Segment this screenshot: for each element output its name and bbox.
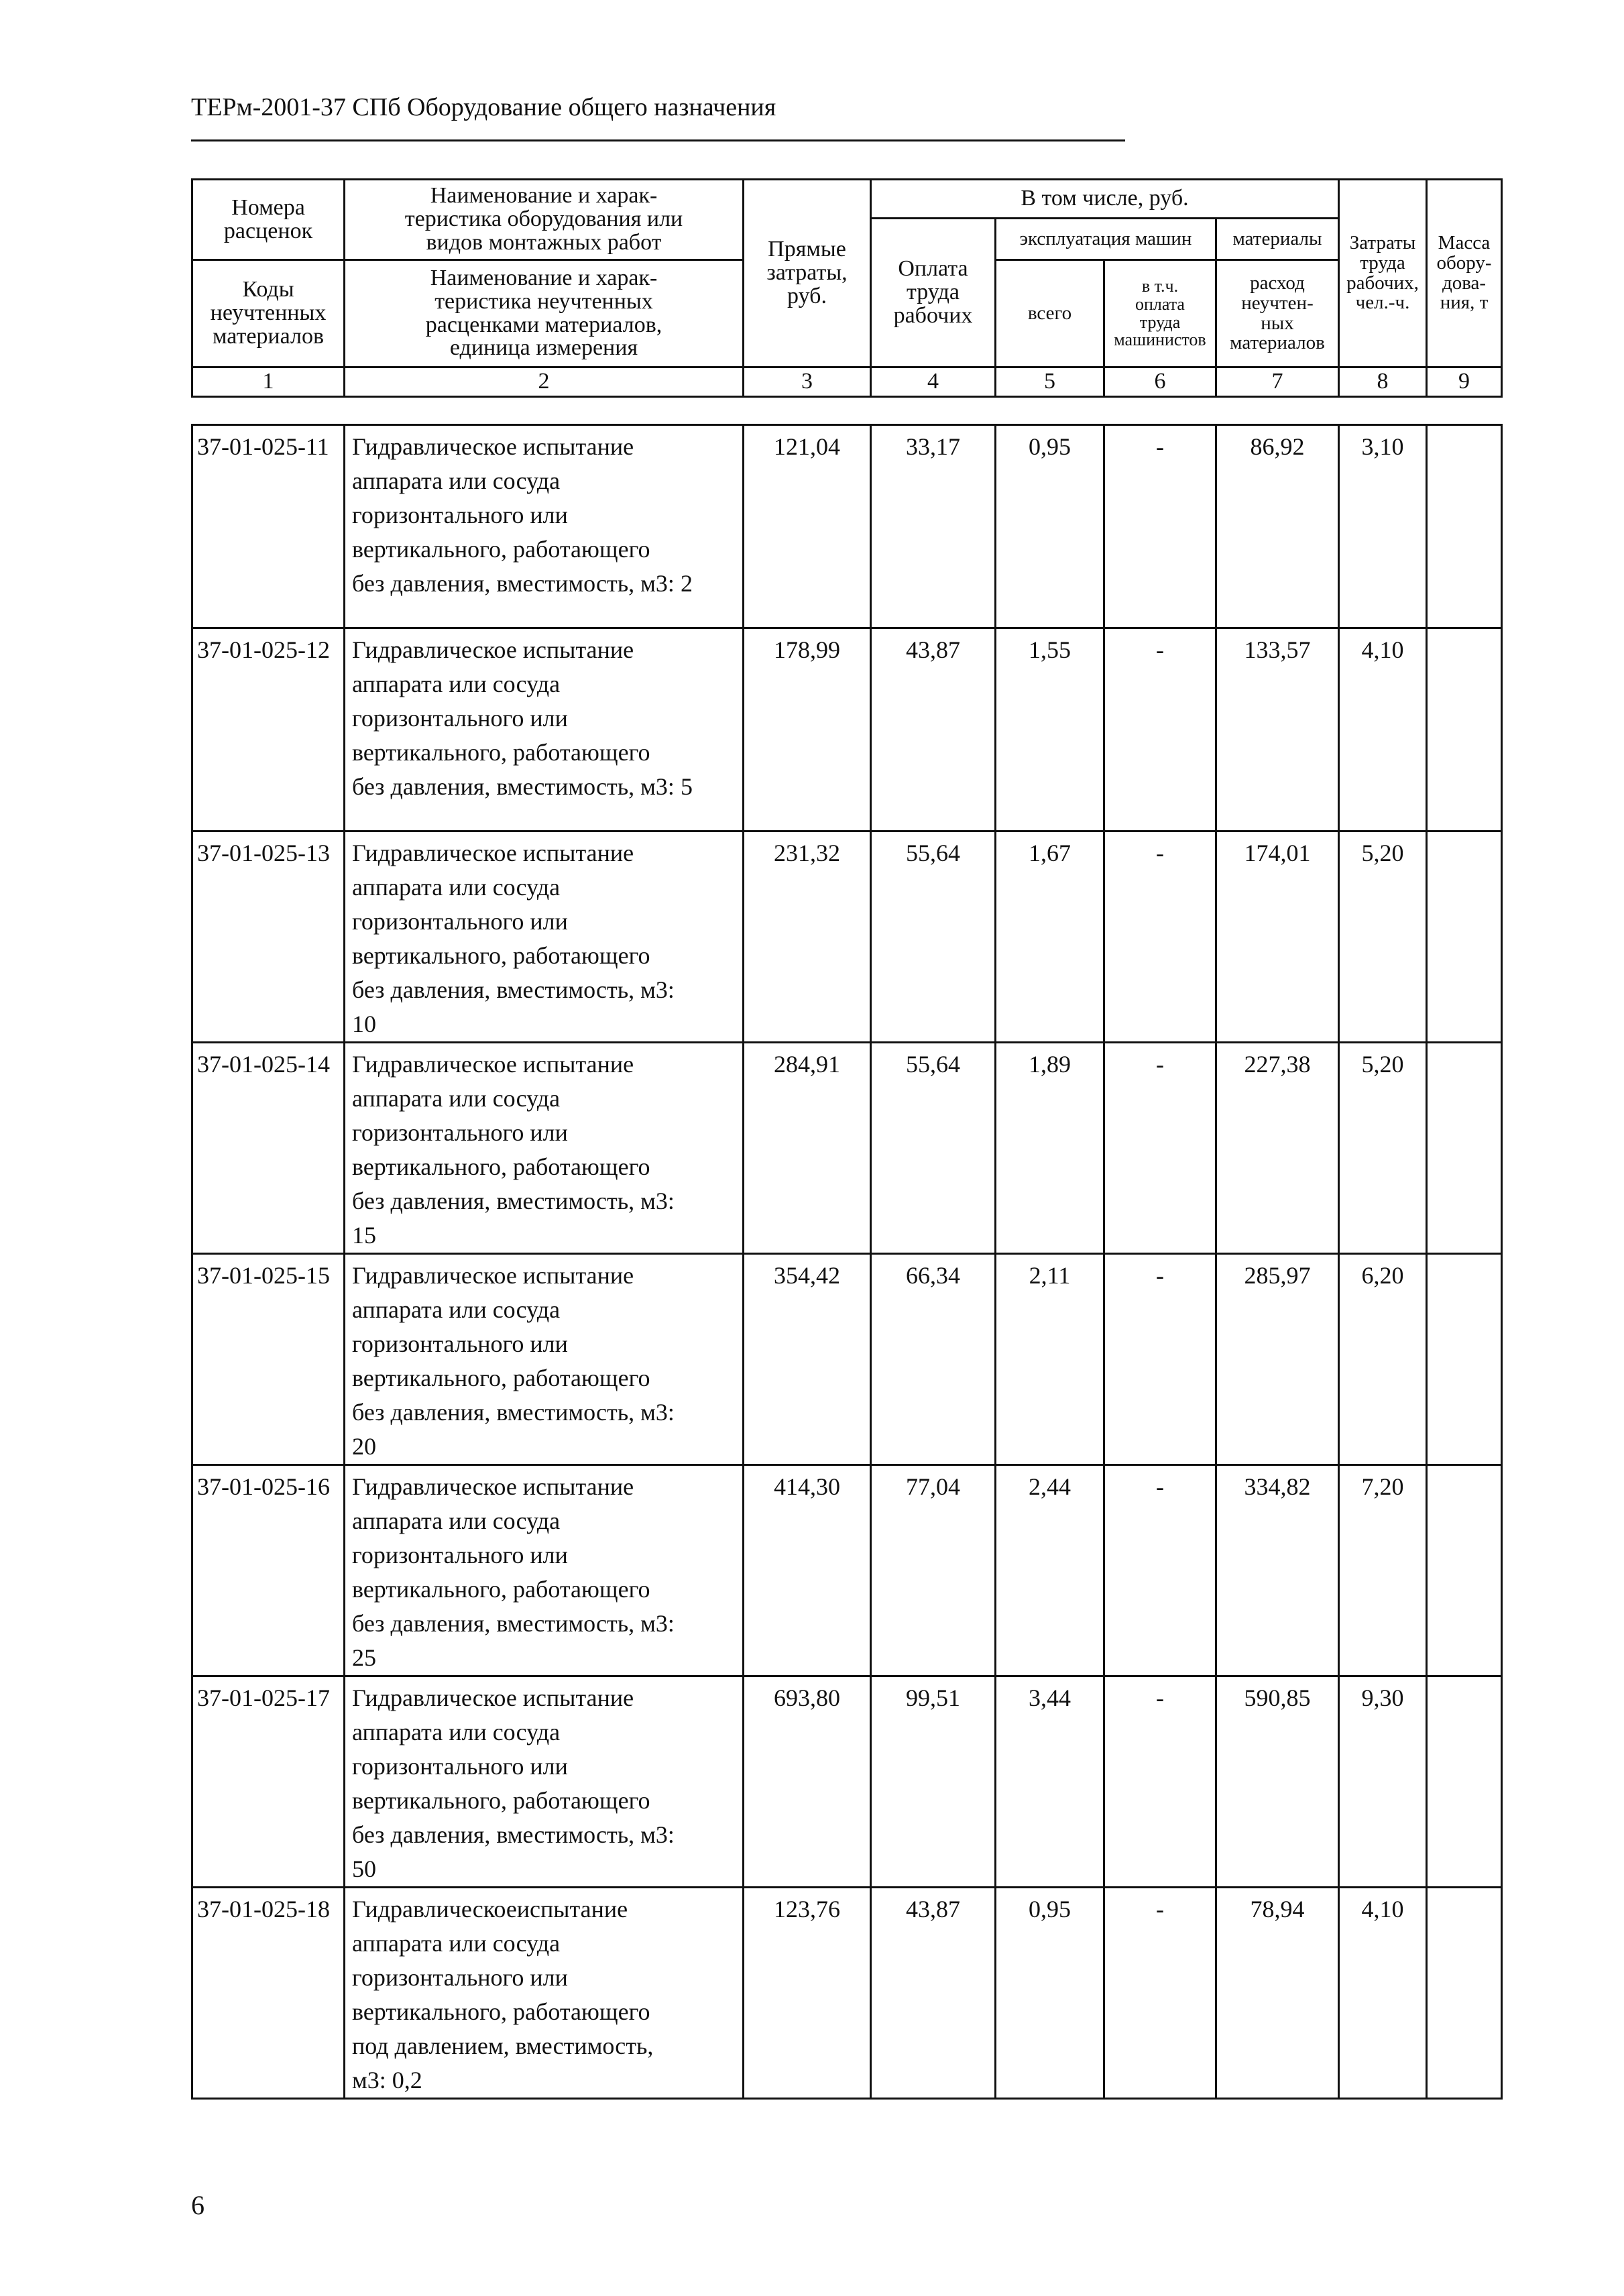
work-description-line: без давления, вместимость, м3:: [352, 976, 675, 1003]
page-number: 6: [191, 2190, 205, 2220]
work-description-line: Гидравлическое испытание: [352, 1051, 634, 1078]
equipment-mass: [1427, 425, 1502, 628]
work-description-line: аппарата или сосуда: [352, 1085, 561, 1112]
materials-consumption: 78,94: [1216, 1888, 1339, 2099]
machines-total: 2,44: [996, 1465, 1104, 1676]
worker-wages: 55,64: [871, 1043, 996, 1254]
header-direct-costs: Прямые затраты, руб.: [744, 180, 871, 367]
rates-table: [191, 424, 1503, 2100]
rate-code: 37-01-025-13: [192, 831, 345, 1043]
table-row: [192, 831, 1502, 1043]
work-description-line: без давления, вместимость, м3: 2: [352, 570, 693, 597]
materials-consumption: 86,92: [1216, 425, 1339, 628]
operator-wages: -: [1104, 1254, 1216, 1465]
materials-consumption: 133,57: [1216, 628, 1339, 831]
column-number: 7: [1216, 367, 1339, 397]
labor-costs: 5,20: [1339, 1043, 1427, 1254]
labor-costs: 4,10: [1339, 1888, 1427, 2099]
direct-costs: 123,76: [744, 1888, 871, 2099]
work-description-line: 50: [352, 1855, 376, 1882]
header-work-name: Наименование и харак- теристика оборудования или видов монтажных работ: [345, 180, 744, 260]
materials-consumption: 174,01: [1216, 831, 1339, 1043]
worker-wages: 43,87: [871, 628, 996, 831]
work-description: [345, 1465, 744, 1676]
table-row: [192, 1254, 1502, 1465]
work-description: [345, 831, 744, 1043]
direct-costs: 121,04: [744, 425, 871, 628]
machines-total: 2,11: [996, 1254, 1104, 1465]
operator-wages: -: [1104, 425, 1216, 628]
work-description-line: горизонтального или: [352, 908, 568, 935]
work-description-line: горизонтального или: [352, 502, 568, 528]
work-description-line: горизонтального или: [352, 1330, 568, 1357]
work-description-line: Гидравлическое испытание: [352, 1684, 634, 1711]
work-description-line: аппарата или сосуда: [352, 1930, 561, 1957]
work-description-line: горизонтального или: [352, 1753, 568, 1780]
worker-wages: 77,04: [871, 1465, 996, 1676]
header-rate-numbers: Номера расценок: [192, 180, 345, 260]
work-description: [345, 628, 744, 831]
machines-total: 0,95: [996, 425, 1104, 628]
work-description-line: вертикального, работающего: [352, 1153, 650, 1180]
work-description-line: 25: [352, 1644, 376, 1671]
machines-total: 0,95: [996, 1888, 1104, 2099]
equipment-mass: [1427, 1888, 1502, 2099]
header-worker-wages: Оплата труда рабочих: [871, 219, 996, 367]
header-including: В том числе, руб.: [871, 180, 1339, 219]
table-header: [191, 178, 1503, 398]
header-material-consumption: расход неучтен- ных материалов: [1216, 260, 1339, 367]
work-description: [345, 1254, 744, 1465]
work-description-line: без давления, вместимость, м3:: [352, 1399, 675, 1426]
materials-consumption: 590,85: [1216, 1676, 1339, 1888]
work-description-line: горизонтального или: [352, 1119, 568, 1146]
equipment-mass: [1427, 1043, 1502, 1254]
operator-wages: -: [1104, 1888, 1216, 2099]
table-row: [192, 1465, 1502, 1676]
materials-consumption: 285,97: [1216, 1254, 1339, 1465]
header-rule: [191, 139, 1125, 141]
column-number: 4: [871, 367, 996, 397]
table-row: [192, 1043, 1502, 1254]
work-description-line: аппарата или сосуда: [352, 1719, 561, 1745]
worker-wages: 33,17: [871, 425, 996, 628]
work-description-line: без давления, вместимость, м3:: [352, 1610, 675, 1637]
direct-costs: 231,32: [744, 831, 871, 1043]
work-description-line: горизонтального или: [352, 1964, 568, 1991]
machines-total: 1,89: [996, 1043, 1104, 1254]
labor-costs: 3,10: [1339, 425, 1427, 628]
column-number: 6: [1104, 367, 1216, 397]
direct-costs: 284,91: [744, 1043, 871, 1254]
work-description-line: Гидравлическое испытание: [352, 1262, 634, 1289]
column-number: 1: [192, 367, 345, 397]
work-description-line: Гидравлическое испытание: [352, 840, 634, 866]
work-description: [345, 425, 744, 628]
table-row: [192, 628, 1502, 831]
header-machine-operation: эксплуатация машин: [996, 219, 1216, 260]
header-labor-costs: Затраты труда рабочих, чел.-ч.: [1339, 180, 1427, 367]
column-number: 8: [1339, 367, 1427, 397]
work-description-line: вертикального, работающего: [352, 1365, 650, 1391]
header-machines-total: всего: [996, 260, 1104, 367]
direct-costs: 693,80: [744, 1676, 871, 1888]
rate-code: 37-01-025-18: [192, 1888, 345, 2099]
materials-consumption: 334,82: [1216, 1465, 1339, 1676]
work-description-line: 10: [352, 1011, 376, 1037]
work-description-line: аппарата или сосуда: [352, 1296, 561, 1323]
operator-wages: -: [1104, 1043, 1216, 1254]
work-description-line: вертикального, работающего: [352, 739, 650, 766]
work-description-line: под давлением, вместимость,: [352, 2032, 654, 2059]
worker-wages: 66,34: [871, 1254, 996, 1465]
work-description-line: 15: [352, 1222, 376, 1249]
rate-code: 37-01-025-16: [192, 1465, 345, 1676]
worker-wages: 55,64: [871, 831, 996, 1043]
work-description-line: вертикального, работающего: [352, 1576, 650, 1603]
work-description-line: горизонтального или: [352, 705, 568, 732]
header-materials: материалы: [1216, 219, 1339, 260]
work-description: [345, 1043, 744, 1254]
work-description-line: Гидравлическоеиспытание: [352, 1896, 628, 1922]
running-header: ТЕРм-2001-37 СПб Оборудование общего назначения: [191, 93, 776, 121]
work-description-line: Гидравлическое испытание: [352, 1473, 634, 1500]
column-number: 9: [1427, 367, 1502, 397]
column-number: 5: [996, 367, 1104, 397]
rate-code: 37-01-025-12: [192, 628, 345, 831]
direct-costs: 178,99: [744, 628, 871, 831]
operator-wages: -: [1104, 1465, 1216, 1676]
table-row: [192, 1676, 1502, 1888]
work-description-line: аппарата или сосуда: [352, 874, 561, 901]
materials-consumption: 227,38: [1216, 1043, 1339, 1254]
equipment-mass: [1427, 831, 1502, 1043]
work-description-line: Гидравлическое испытание: [352, 433, 634, 460]
work-description-line: м3: 0,2: [352, 2067, 422, 2093]
machines-total: 1,55: [996, 628, 1104, 831]
operator-wages: -: [1104, 628, 1216, 831]
work-description-line: Гидравлическое испытание: [352, 636, 634, 663]
equipment-mass: [1427, 1465, 1502, 1676]
table-row: [192, 425, 1502, 628]
labor-costs: 6,20: [1339, 1254, 1427, 1465]
direct-costs: 414,30: [744, 1465, 871, 1676]
rate-code: 37-01-025-11: [192, 425, 345, 628]
equipment-mass: [1427, 628, 1502, 831]
rate-code: 37-01-025-15: [192, 1254, 345, 1465]
work-description-line: вертикального, работающего: [352, 942, 650, 969]
work-description-line: вертикального, работающего: [352, 1998, 650, 2025]
labor-costs: 9,30: [1339, 1676, 1427, 1888]
work-description: [345, 1676, 744, 1888]
rate-code: 37-01-025-17: [192, 1676, 345, 1888]
work-description-line: горизонтального или: [352, 1542, 568, 1568]
header-material-name: Наименование и харак- теристика неучтенных расценками материалов, единица измерения: [345, 260, 744, 367]
work-description-line: без давления, вместимость, м3:: [352, 1188, 675, 1214]
worker-wages: 99,51: [871, 1676, 996, 1888]
header-operator-wages: в т.ч. оплата труда машинистов: [1104, 260, 1216, 367]
header-equipment-mass: Масса обору- дова- ния, т: [1427, 180, 1502, 367]
rate-code: 37-01-025-14: [192, 1043, 345, 1254]
work-description-line: без давления, вместимость, м3: 5: [352, 773, 693, 800]
header-material-codes: Коды неучтенных материалов: [192, 260, 345, 367]
column-number-row: [192, 367, 1502, 397]
work-description-line: без давления, вместимость, м3:: [352, 1821, 675, 1848]
table-row: [192, 1888, 1502, 2099]
operator-wages: -: [1104, 831, 1216, 1043]
work-description: [345, 1888, 744, 2099]
work-description-line: 20: [352, 1433, 376, 1460]
operator-wages: -: [1104, 1676, 1216, 1888]
labor-costs: 5,20: [1339, 831, 1427, 1043]
column-number: 3: [744, 367, 871, 397]
labor-costs: 4,10: [1339, 628, 1427, 831]
work-description-line: аппарата или сосуда: [352, 1507, 561, 1534]
machines-total: 1,67: [996, 831, 1104, 1043]
equipment-mass: [1427, 1254, 1502, 1465]
worker-wages: 43,87: [871, 1888, 996, 2099]
machines-total: 3,44: [996, 1676, 1104, 1888]
work-description-line: аппарата или сосуда: [352, 671, 561, 697]
column-number: 2: [345, 367, 744, 397]
work-description-line: вертикального, работающего: [352, 536, 650, 563]
work-description-line: вертикального, работающего: [352, 1787, 650, 1814]
labor-costs: 7,20: [1339, 1465, 1427, 1676]
equipment-mass: [1427, 1676, 1502, 1888]
work-description-line: аппарата или сосуда: [352, 467, 561, 494]
direct-costs: 354,42: [744, 1254, 871, 1465]
